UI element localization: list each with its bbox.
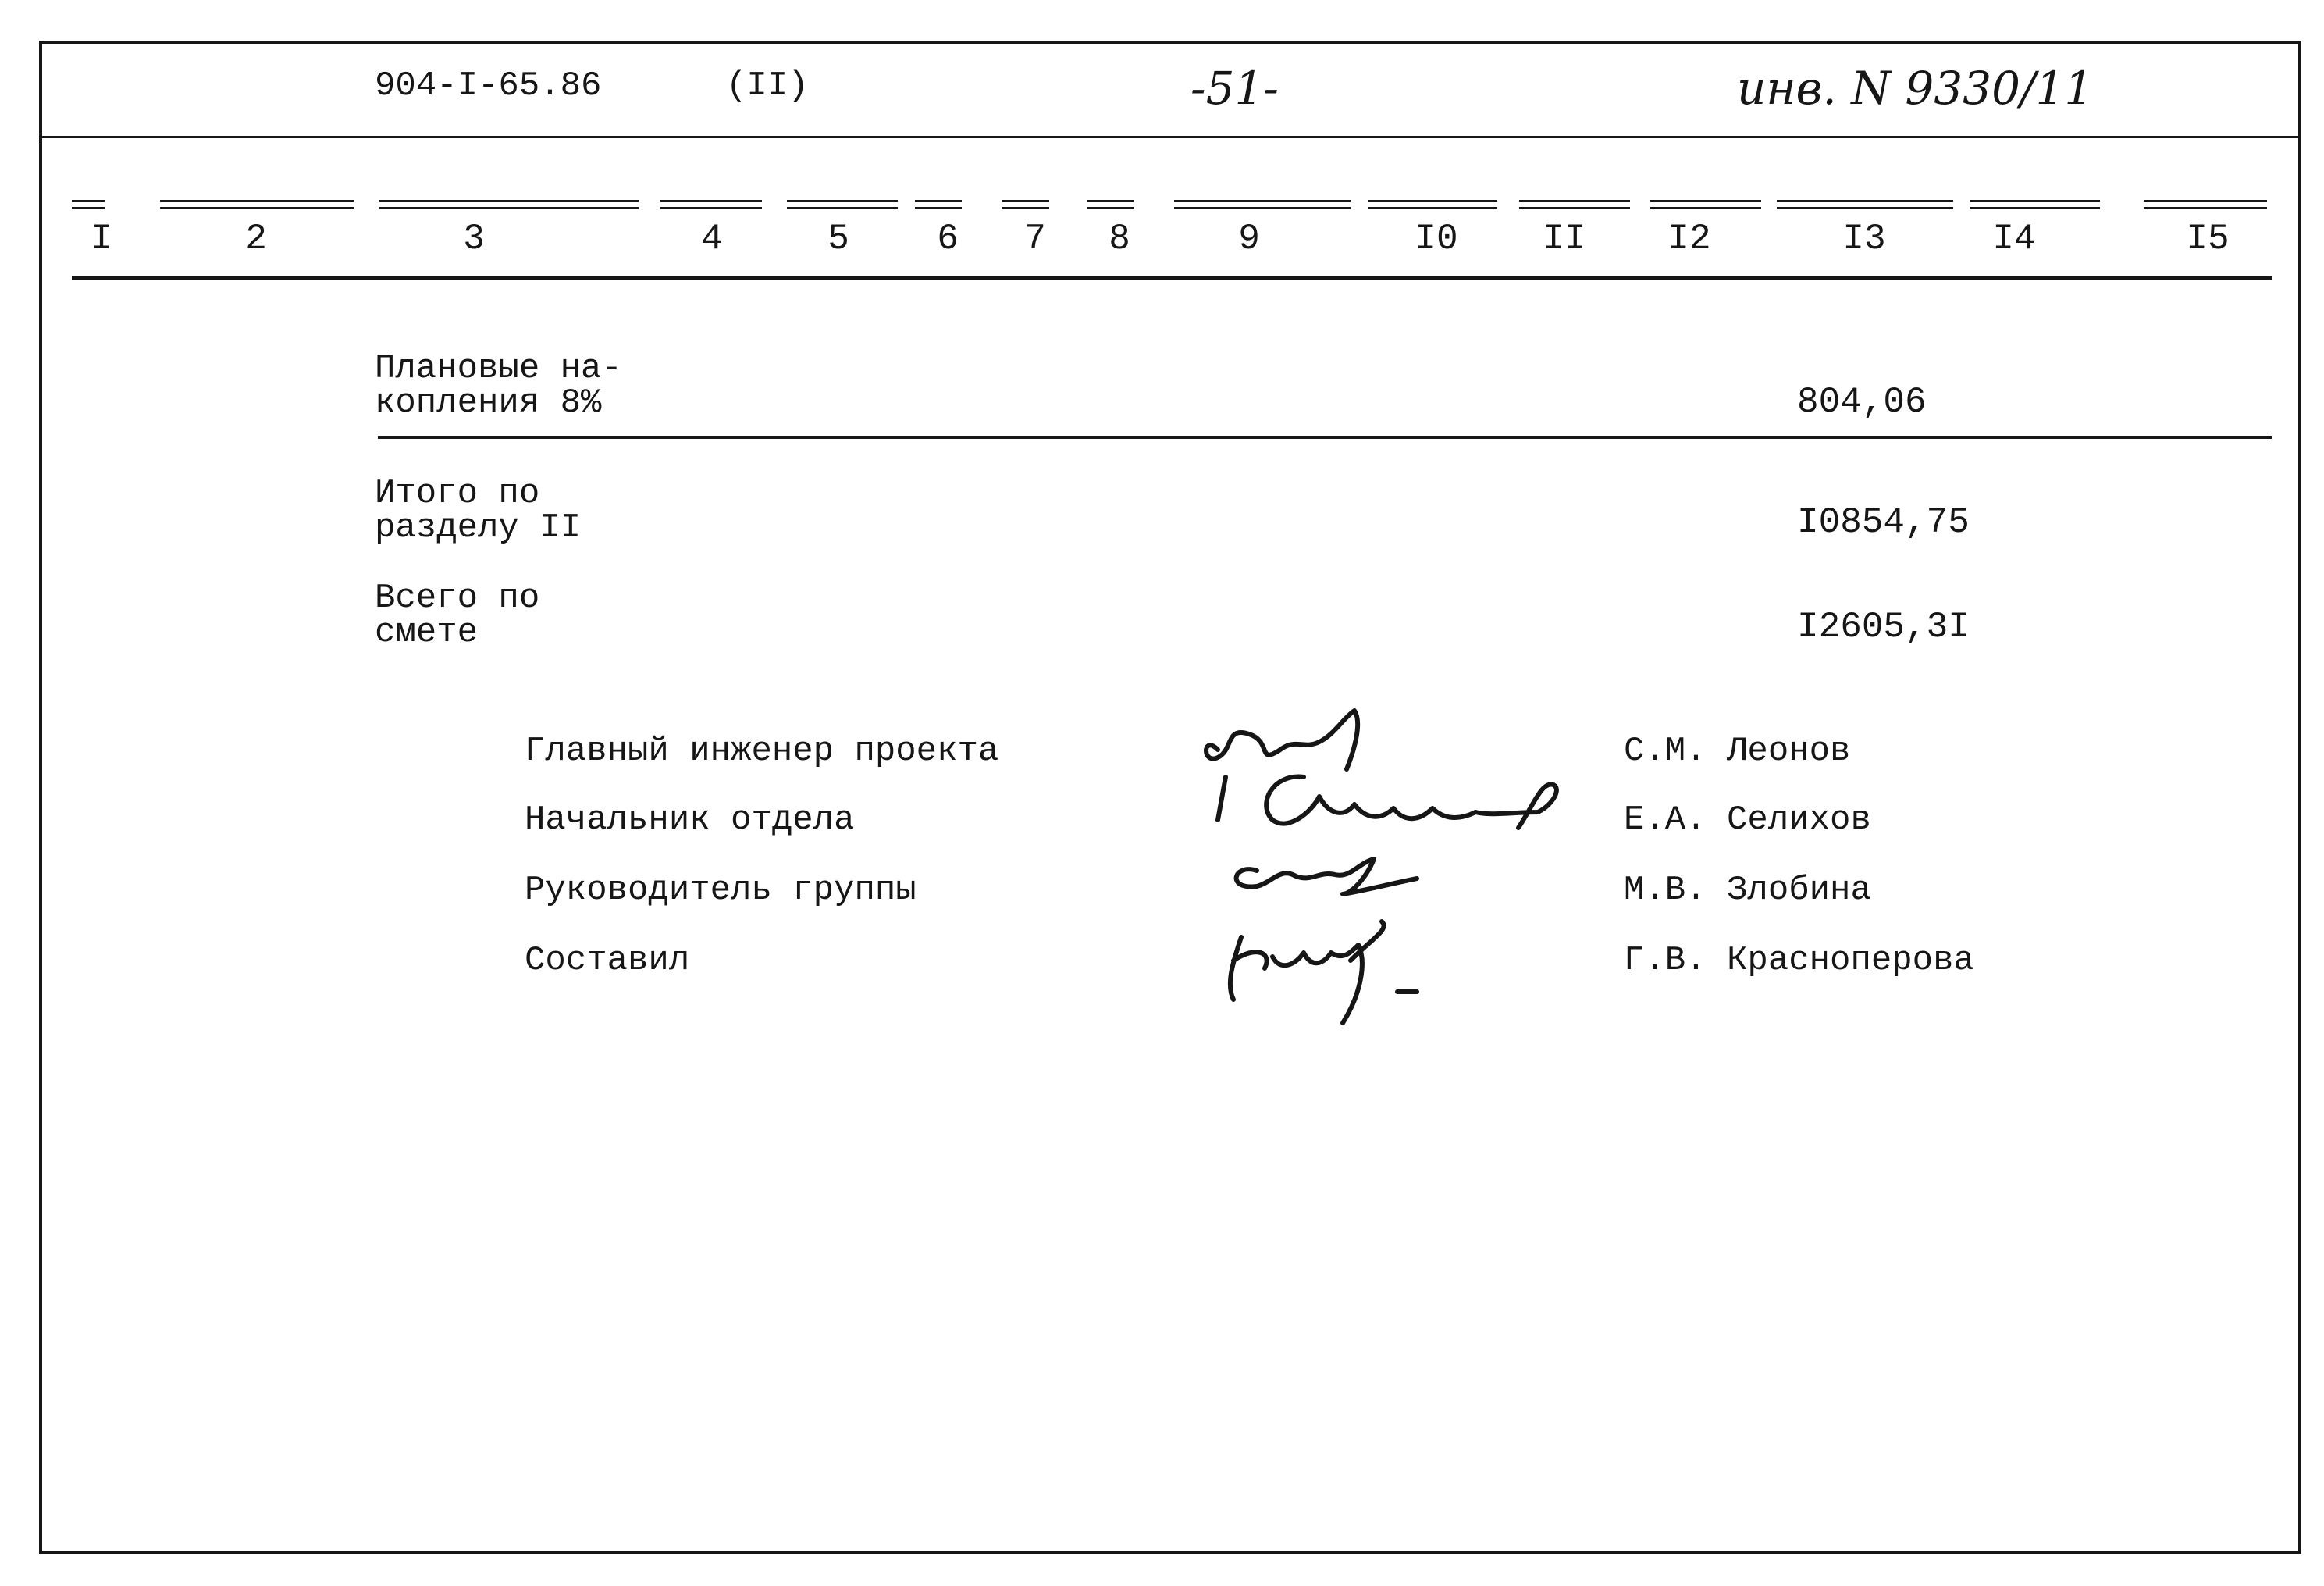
column-separator [787, 200, 898, 209]
signatory-name: Е.А. Селихов [1624, 800, 1871, 839]
column-number: 7 [1024, 219, 1046, 259]
signatory-role: Начальник отдела [525, 800, 855, 839]
column-number: 4 [701, 219, 723, 259]
signature-selikhov [1218, 777, 1557, 828]
row-label: Плановые на- [375, 349, 622, 388]
column-separator [1970, 200, 2100, 209]
signature-krasnoperova [1230, 921, 1417, 1023]
page-number: -51- [1190, 62, 1279, 115]
document-code: 904-I-65.86 [375, 66, 602, 105]
inventory-number: инв. N 9330/11 [1737, 62, 2094, 115]
column-separator [1002, 200, 1049, 209]
header-divider [39, 136, 2301, 138]
signature-zlobina [1237, 859, 1417, 894]
column-number: I0 [1415, 219, 1458, 259]
column-separator [1368, 200, 1497, 209]
column-separator [160, 200, 354, 209]
signatory-role: Главный инженер проекта [525, 732, 999, 771]
row-label: Итого по [375, 474, 540, 513]
handwritten-signatures [1187, 703, 1608, 1031]
volume-number: (II) [726, 66, 809, 105]
column-number: 9 [1238, 219, 1260, 259]
column-number: 5 [827, 219, 849, 259]
column-separator [915, 200, 962, 209]
column-number: I4 [1992, 219, 2036, 259]
row-value: 804,06 [1797, 382, 1927, 422]
row-divider [378, 436, 2272, 439]
signatory-role: Руководитель группы [525, 871, 916, 910]
row-label: разделу II [375, 508, 582, 547]
signatory-name: С.М. Леонов [1624, 732, 1851, 771]
signatory-name: М.В. Злобина [1624, 871, 1871, 910]
column-separator [2144, 200, 2267, 209]
column-number: 8 [1109, 219, 1130, 259]
column-number: 3 [463, 219, 485, 259]
row-value: I2605,3I [1797, 607, 1970, 647]
column-separator [72, 200, 105, 209]
row-label: Всего по [375, 579, 540, 618]
signatory-name: Г.В. Красноперова [1624, 941, 1974, 980]
column-separator [1174, 200, 1351, 209]
signatory-role: Составил [525, 941, 690, 980]
row-label: смете [375, 613, 479, 652]
column-header-underline [72, 276, 2272, 280]
column-separator [660, 200, 762, 209]
row-value: I0854,75 [1797, 502, 1970, 543]
column-number: I3 [1842, 219, 1886, 259]
row-label: копления 8% [375, 383, 602, 422]
column-separator [1519, 200, 1630, 209]
column-number: 6 [937, 219, 959, 259]
signature-leonov [1206, 711, 1358, 769]
column-separator [1777, 200, 1953, 209]
column-number: I [91, 219, 112, 259]
column-separator [1650, 200, 1761, 209]
column-number: I2 [1667, 219, 1711, 259]
column-number: II [1543, 219, 1586, 259]
column-number: I5 [2186, 219, 2230, 259]
page-frame [39, 41, 2301, 1554]
column-separator [1087, 200, 1134, 209]
column-number: 2 [245, 219, 267, 259]
column-separator [379, 200, 639, 209]
